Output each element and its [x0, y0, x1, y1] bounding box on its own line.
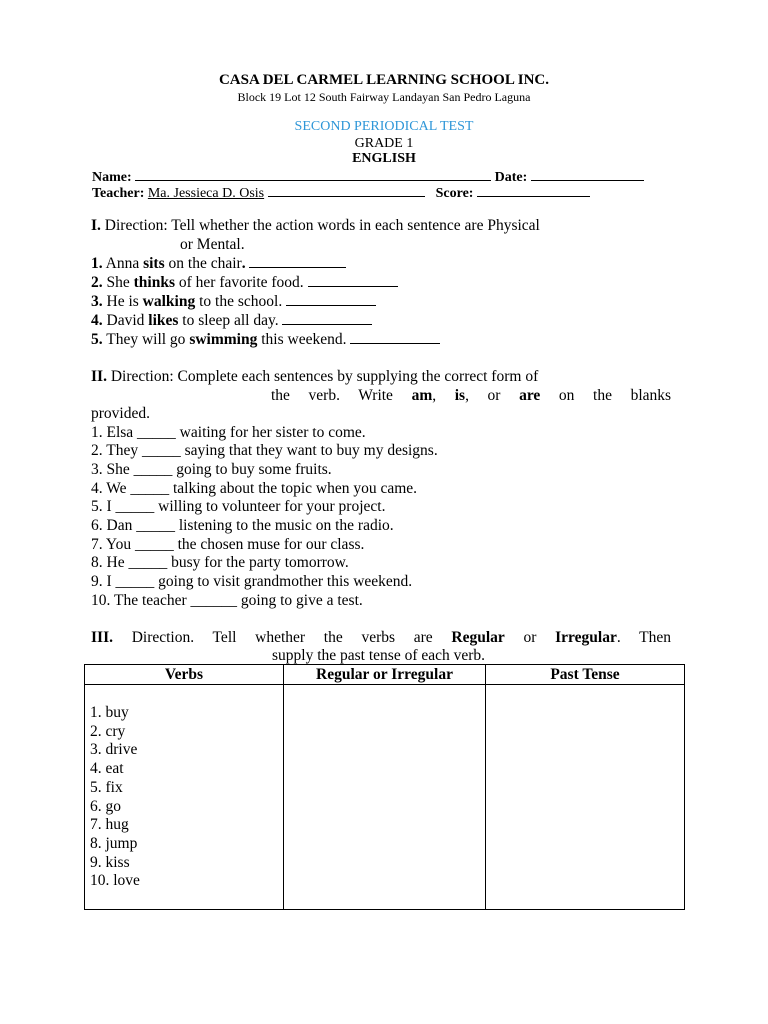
score-label: Score:: [435, 186, 474, 201]
part2-number: II.: [91, 368, 107, 385]
part2-item: 10. The teacher ______ going to give a test.: [91, 592, 363, 609]
column-header-regular-irregular: Regular or Irregular: [284, 665, 486, 685]
part2-item: 7. You _____ the chosen muse for our class.: [91, 536, 365, 553]
part3-direction: III. Direction. Tell whether the verbs are Regular or Irregular. Then: [91, 629, 671, 646]
part1-direction: I. Direction: Tell whether the action words in each sentence are Physical: [91, 217, 540, 234]
test-title: SECOND PERIODICAL TEST: [294, 119, 474, 134]
part2-direction-cont: the verb. Write am, is, or are on the blanks: [271, 387, 672, 404]
teacher-score-row: [92, 183, 590, 202]
part2-item: 2. They _____ saying that they want to buy my designs.: [91, 442, 438, 459]
date-field[interactable]: [531, 167, 644, 181]
part2-item: 3. She _____ going to buy some fruits.: [91, 461, 332, 478]
verb-item: 2. cry: [90, 722, 126, 740]
answer-blank[interactable]: [249, 254, 346, 268]
column-header-past-tense: Past Tense: [486, 665, 685, 685]
part1-item: 2. She thinks of her favorite food.: [91, 273, 398, 292]
score-field[interactable]: [477, 183, 590, 197]
verb-item: 8. jump: [90, 834, 138, 852]
verb-item: 1. buy: [90, 704, 129, 721]
verb-item: 3. drive: [90, 741, 138, 759]
verb-item: 7. hug: [90, 816, 129, 834]
table-header-row: [85, 665, 685, 685]
verb-item: 5. fix: [90, 778, 123, 796]
verb-item: 9. kiss: [90, 853, 130, 871]
part2-direction: II. Direction: Complete each sentences by supplying the correct form of: [91, 368, 539, 385]
answer-blank[interactable]: [308, 273, 398, 287]
part2-item: 6. Dan _____ listening to the music on the radio.: [91, 517, 394, 534]
date-label: Date:: [494, 170, 528, 185]
past-tense-answer-cell[interactable]: [486, 685, 685, 910]
column-header-verbs: Verbs: [85, 665, 284, 685]
answer-blank[interactable]: [286, 292, 376, 306]
answer-blank[interactable]: [282, 311, 372, 325]
part1-item: 4. David likes to sleep all day.: [91, 311, 372, 330]
part2-direction-end: provided.: [91, 405, 150, 422]
verb-item: 4. eat: [90, 760, 124, 778]
table-row: [85, 685, 685, 910]
verbs-table: [84, 664, 685, 910]
teacher-field-underline: [268, 183, 425, 197]
part1-number: I.: [91, 217, 101, 234]
name-label: Name:: [92, 170, 132, 185]
verb-item: 10. love: [90, 872, 140, 890]
regular-irregular-answer-cell[interactable]: [284, 685, 486, 910]
school-name: CASA DEL CARMEL LEARNING SCHOOL INC.: [218, 72, 550, 88]
part2-item: 5. I _____ willing to volunteer for your project.: [91, 498, 386, 515]
name-field[interactable]: [135, 167, 491, 181]
part3-direction-cont: supply the past tense of each verb.: [272, 647, 486, 664]
teacher-label: Teacher:: [92, 186, 145, 201]
grade-level: GRADE 1: [354, 136, 414, 151]
part1-item: 1. Anna sits on the chair.: [91, 254, 346, 273]
part2-item: 8. He _____ busy for the party tomorrow.: [91, 554, 349, 571]
part2-item: 4. We _____ talking about the topic when you came.: [91, 480, 418, 497]
answer-blank[interactable]: [350, 330, 440, 344]
part1-direction-cont: or Mental.: [180, 236, 245, 253]
verbs-cell: [85, 685, 284, 910]
verb-item: 6. go: [90, 797, 121, 815]
part1-item: 5. They will go swimming this weekend.: [91, 330, 440, 349]
part2-item: 1. Elsa _____ waiting for her sister to come.: [91, 424, 366, 441]
part2-item: 9. I _____ going to visit grandmother this weekend.: [91, 573, 413, 590]
part1-item: 3. He is walking to the school.: [91, 292, 376, 311]
subject-title: ENGLISH: [352, 151, 416, 166]
teacher-value: Ma. Jessieca D. Osis: [147, 186, 265, 201]
school-address: Block 19 Lot 12 South Fairway Landayan San Pedro Laguna: [237, 90, 531, 104]
